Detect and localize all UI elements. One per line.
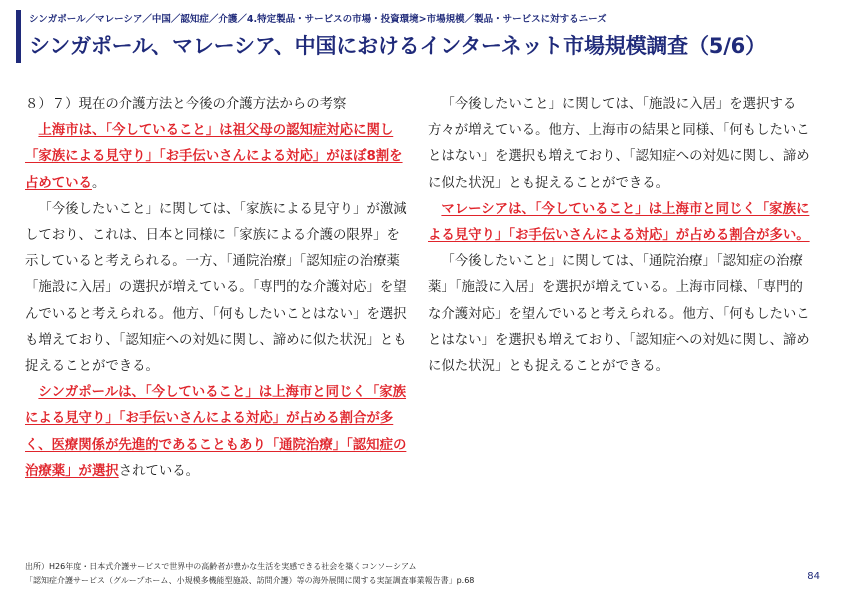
title-accent-bar xyxy=(16,10,21,63)
source-line-2: 「認知症介護サービス（グループホーム、小規模多機能型施設、訪問介護）等の海外展開に関する実証調査事業報告書」p.68 xyxy=(25,576,475,585)
section-heading: ８）７）現在の介護方法と今後の介護方法からの考察 xyxy=(25,97,347,112)
singapore-future-paragraph: 「今後したいこと」に関しては、「施設に入居」を選択する方々が増えている。他方、上海市の結果と同様、「何もしたいことはない」を選択も増えており、「認知症への対処に関し、諦めに似た状況」とも捉えることができる。 xyxy=(428,97,810,191)
singapore-paragraph-end: されている。 xyxy=(118,463,200,479)
page-number: 84 xyxy=(807,571,820,582)
shanghai-future-paragraph: 「今後したいこと」に関しては、「家族による見守り」が激減しており、これは、日本と同様に「家族による介護の限界」を示していると考えられる。一方、「通院治療」「認知症の治療薬「施設に入居」の選択が増えている。「専門的な介護対応」を望んでいると考えられる。他方、「何もしたいことはない」を選択も増えており、「認知症への対処に関し、諦めに似た状況」とも捉えることができる。 xyxy=(25,201,407,375)
breadcrumb: シンガポール／マレーシア／中国／認知症／介護／4.特定製品・サービスの市場・投資環境>市場規模／製品・サービスに対するニーズ xyxy=(29,14,607,25)
source-note xyxy=(25,560,474,588)
singapore-paragraph xyxy=(25,380,407,485)
shanghai-paragraph xyxy=(25,118,407,197)
malaysia-future-paragraph: 「今後したいこと」に関しては、「通院治療」「認知症の治療薬」「施設に入居」を選択が増えている。上海市同様、「専門的な介護対応」を望んでいると考えられる。他方、「何もしたいことはない」を選択も増えており、「認知症への対処に関し、諦めに似た状況」とも捉えることができる。 xyxy=(428,254,810,375)
right-column xyxy=(428,92,812,380)
left-column xyxy=(25,92,407,485)
shanghai-paragraph-end: 。 xyxy=(91,175,106,191)
malaysia-highlight: マレーシアは、「今していること」は上海市と同じく「家族による見守り」「お手伝いさんによる対応」が占める割合が多い。 xyxy=(428,201,810,244)
shanghai-highlight: 上海市は、「今していること」は祖父母の認知症対応に関し「家族による見守り」「お手伝いさんによる対応」がほぼ8割を占めている xyxy=(25,123,403,191)
page-title: シンガポール、マレーシア、中国におけるインターネット市場規模調査（5/6） xyxy=(29,34,766,58)
singapore-highlight: シンガポールは、「今していること」は上海市と同じく「家族による見守り」「お手伝いさんによる対応」が占める割合が多く、医療関係が先進的であることもあり「通院治療」「認知症の治療薬」が選択 xyxy=(25,385,407,479)
source-line-1: 出所）H26年度・日本式介護サービスで世界中の高齢者が豊かな生活を実感できる社会を築くコンソーシアム xyxy=(25,562,417,571)
malaysia-paragraph xyxy=(428,197,812,249)
